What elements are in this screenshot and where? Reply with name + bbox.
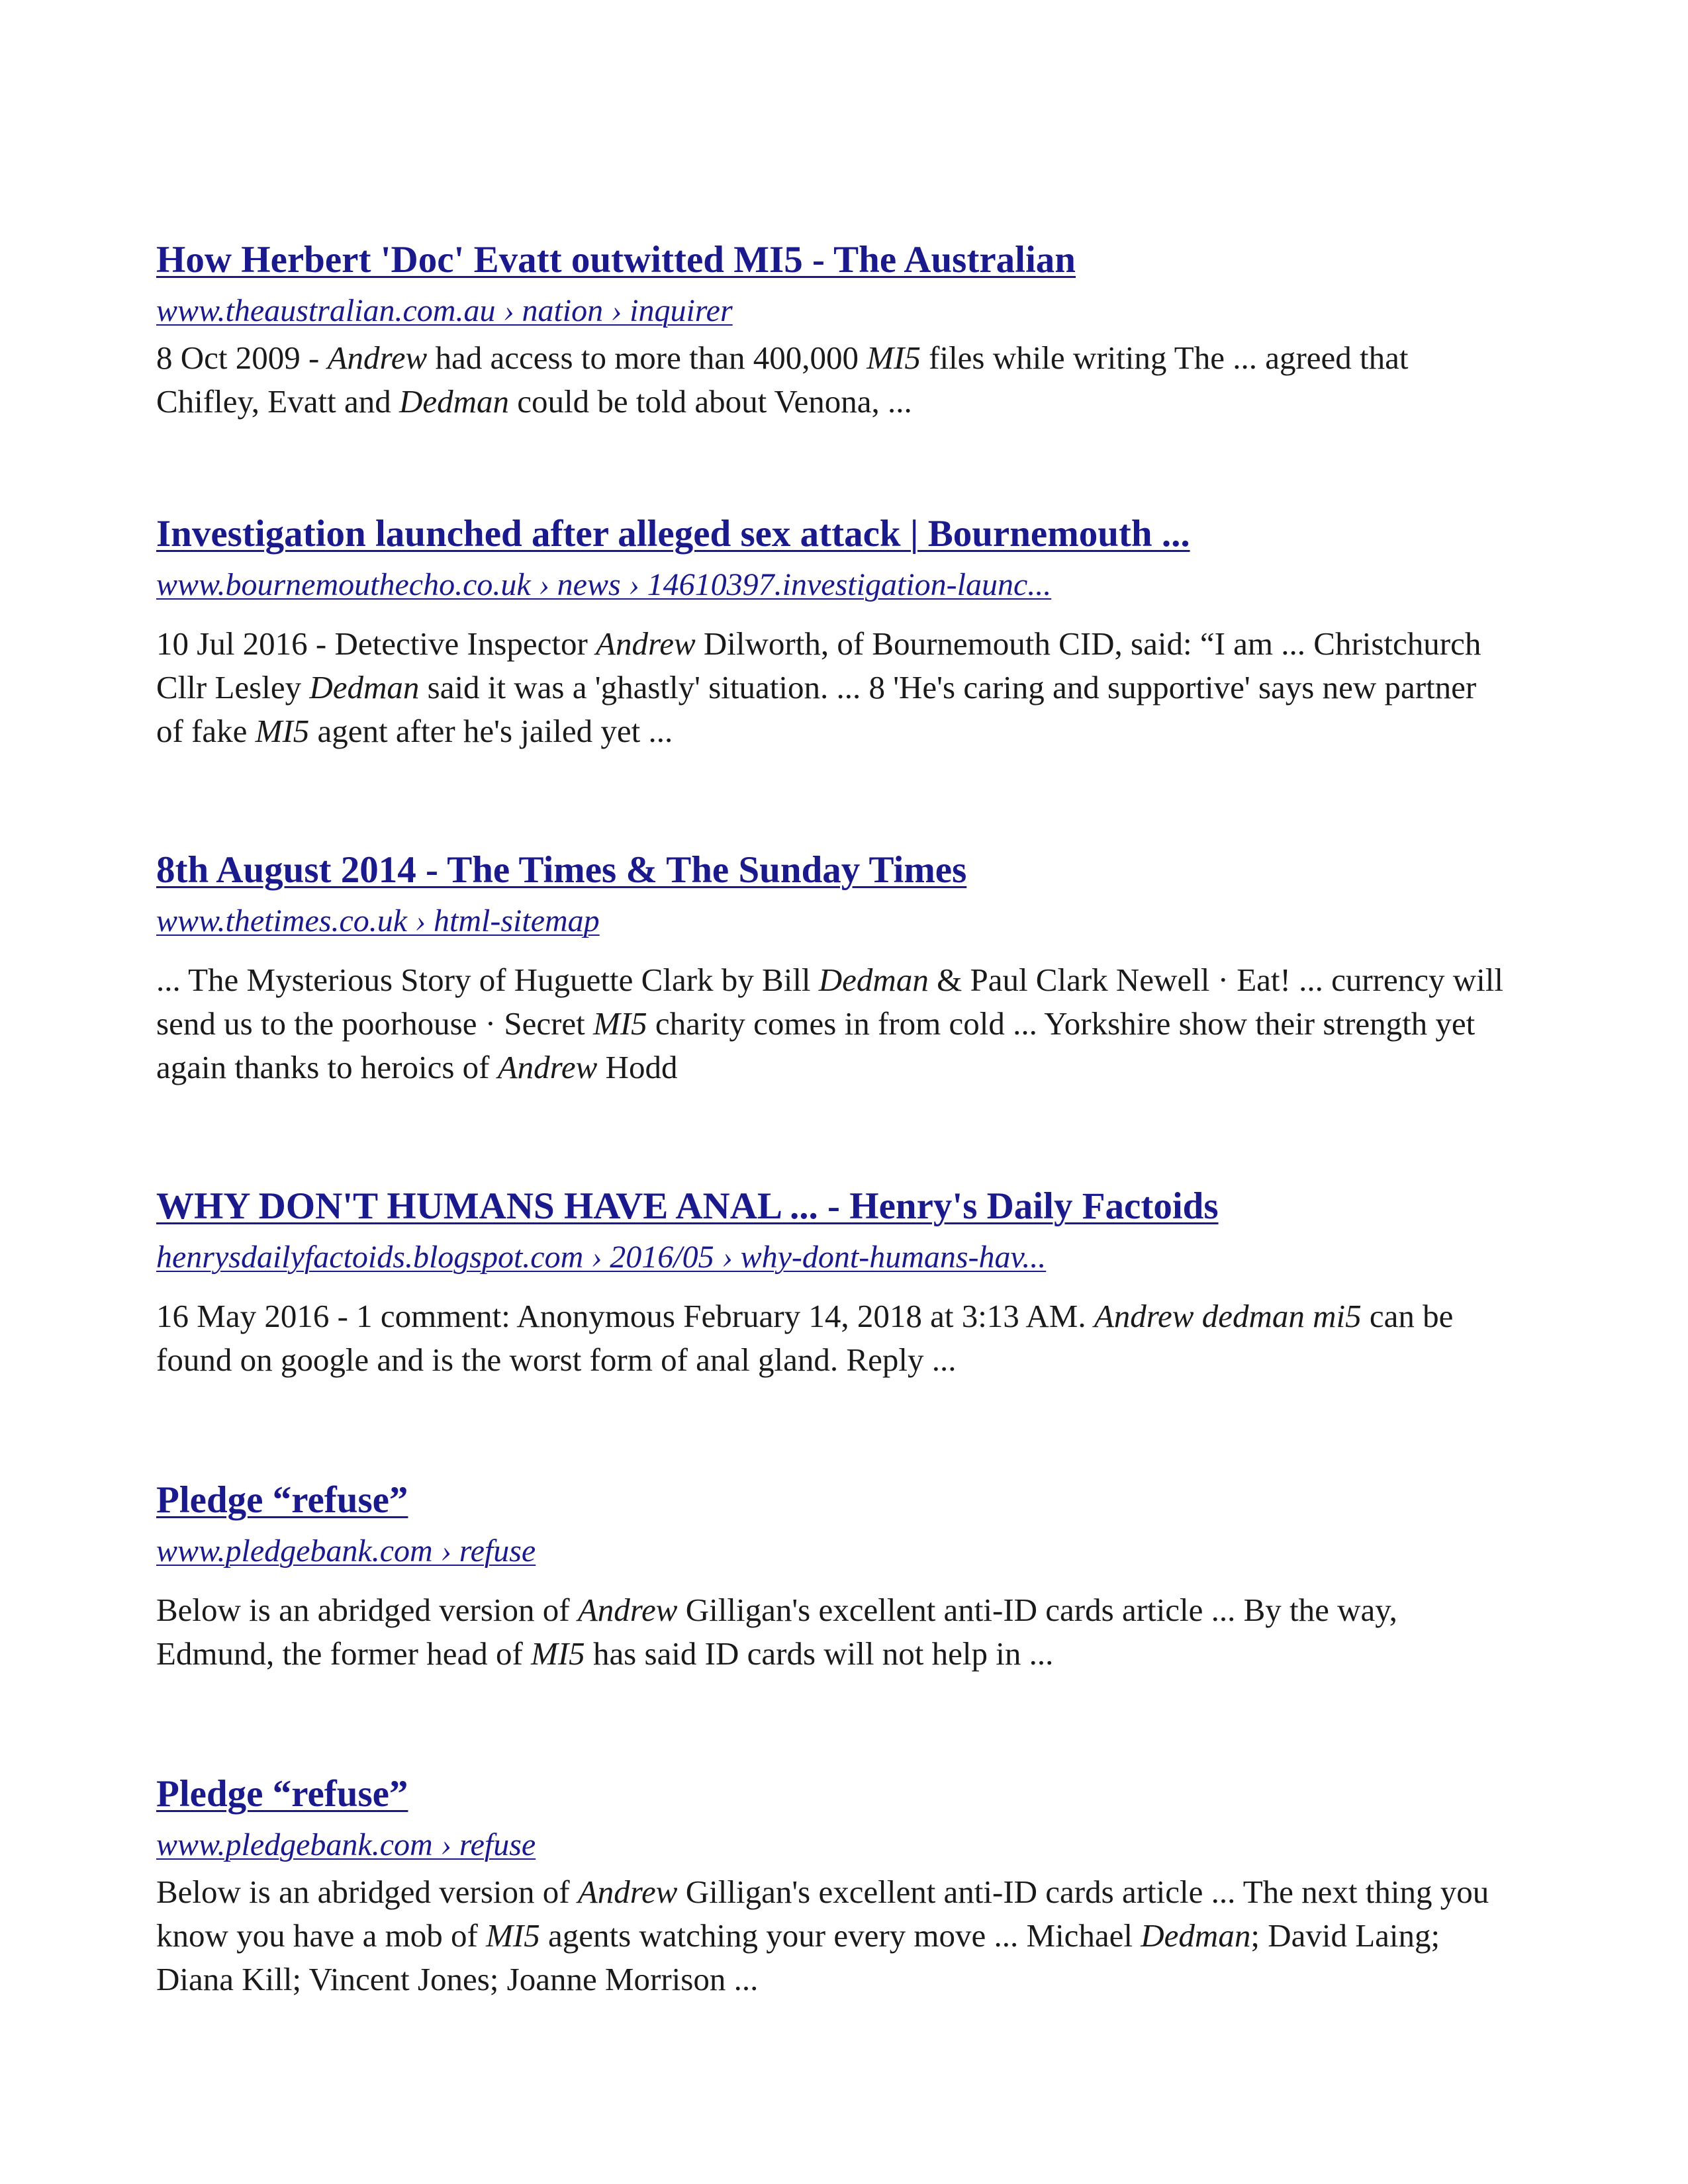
- result-url-link[interactable]: www.thetimes.co.uk › html-sitemap: [156, 903, 600, 938]
- snippet-line: 8 Oct 2009 - Andrew had access to more than 400,000 MI5 files while writing The ... agreed that: [156, 340, 1409, 376]
- result-url-link[interactable]: henrysdailyfactoids.blogspot.com › 2016/05 › why-dont-humans-hav...: [156, 1240, 1047, 1275]
- highlighted-term: Andrew: [596, 625, 696, 662]
- result-snippet: [156, 958, 1560, 1089]
- snippet-line: send us to the poorhouse · Secret MI5 charity comes in from cold ... Yorkshire show their strength yet: [156, 1005, 1476, 1042]
- snippet-line: of fake MI5 agent after he's jailed yet ...: [156, 713, 673, 749]
- search-result: [156, 237, 1560, 424]
- result-url-link[interactable]: www.theaustralian.com.au › nation › inquirer: [156, 293, 733, 328]
- result-snippet: [156, 1588, 1560, 1676]
- result-title-link[interactable]: Investigation launched after alleged sex attack | Bournemouth ...: [156, 513, 1190, 555]
- highlighted-term: Dedman: [399, 383, 509, 420]
- search-result: [156, 511, 1560, 753]
- highlighted-term: MI5: [486, 1917, 540, 1954]
- snippet-line: again thanks to heroics of Andrew Hodd: [156, 1049, 678, 1085]
- result-title-link[interactable]: WHY DON'T HUMANS HAVE ANAL ... - Henry's Daily Factoids: [156, 1185, 1219, 1227]
- result-snippet: [156, 336, 1560, 424]
- snippet-line: 16 May 2016 - 1 comment: Anonymous February 14, 2018 at 3:13 AM. Andrew dedman mi5 can be: [156, 1298, 1454, 1334]
- highlighted-term: MI5: [531, 1635, 585, 1672]
- result-url-link[interactable]: www.pledgebank.com › refuse: [156, 1827, 536, 1862]
- snippet-line: Cllr Lesley Dedman said it was a 'ghastly' situation. ... 8 'He's caring and supportive' says new partner: [156, 669, 1477, 705]
- highlighted-term: Dedman: [818, 962, 929, 998]
- snippet-line: Below is an abridged version of Andrew Gilligan's excellent anti-ID cards article ... The next thing you: [156, 1874, 1489, 1910]
- highlighted-term: Andrew: [577, 1874, 678, 1910]
- snippet-line: found on google and is the worst form of anal gland. Reply ...: [156, 1342, 957, 1378]
- snippet-line: 10 Jul 2016 - Detective Inspector Andrew Dilworth, of Bournemouth CID, said: “I am ... Christchurch: [156, 625, 1481, 662]
- search-result: [156, 847, 1560, 1089]
- search-result: [156, 1183, 1560, 1382]
- result-url-link[interactable]: www.bournemouthecho.co.uk › news › 14610397.investigation-launc...: [156, 567, 1052, 602]
- snippet-line: Below is an abridged version of Andrew Gilligan's excellent anti-ID cards article ... By the way,: [156, 1592, 1397, 1628]
- highlighted-term: MI5: [593, 1005, 647, 1042]
- snippet-line: Diana Kill; Vincent Jones; Joanne Morrison ...: [156, 1961, 759, 1997]
- result-snippet: [156, 1295, 1560, 1382]
- highlighted-term: MI5: [255, 713, 310, 749]
- highlighted-term: Dedman: [309, 669, 420, 705]
- highlighted-term: Andrew: [327, 340, 428, 376]
- result-url-link[interactable]: www.pledgebank.com › refuse: [156, 1533, 536, 1569]
- highlighted-term: Andrew: [577, 1592, 678, 1628]
- result-title-link[interactable]: 8th August 2014 - The Times & The Sunday Times: [156, 849, 967, 891]
- result-title-link[interactable]: Pledge “refuse”: [156, 1479, 408, 1521]
- search-result: [156, 1771, 1560, 2001]
- search-result: [156, 1477, 1560, 1676]
- snippet-line: know you have a mob of MI5 agents watching your every move ... Michael Dedman; David Laing;: [156, 1917, 1440, 1954]
- highlighted-term: Andrew: [497, 1049, 598, 1085]
- highlighted-term: Dedman: [1141, 1917, 1251, 1954]
- snippet-line: Chifley, Evatt and Dedman could be told about Venona, ...: [156, 383, 912, 420]
- highlighted-term: MI5: [867, 340, 921, 376]
- result-title-link[interactable]: Pledge “refuse”: [156, 1773, 408, 1815]
- result-snippet: [156, 1870, 1560, 2001]
- result-title-link[interactable]: How Herbert 'Doc' Evatt outwitted MI5 - The Australian: [156, 239, 1076, 281]
- highlighted-term: Andrew dedman mi5: [1094, 1298, 1362, 1334]
- result-snippet: [156, 622, 1560, 753]
- snippet-line: Edmund, the former head of MI5 has said ID cards will not help in ...: [156, 1635, 1054, 1672]
- snippet-line: ... The Mysterious Story of Huguette Clark by Bill Dedman & Paul Clark Newell · Eat! ... currency will: [156, 962, 1503, 998]
